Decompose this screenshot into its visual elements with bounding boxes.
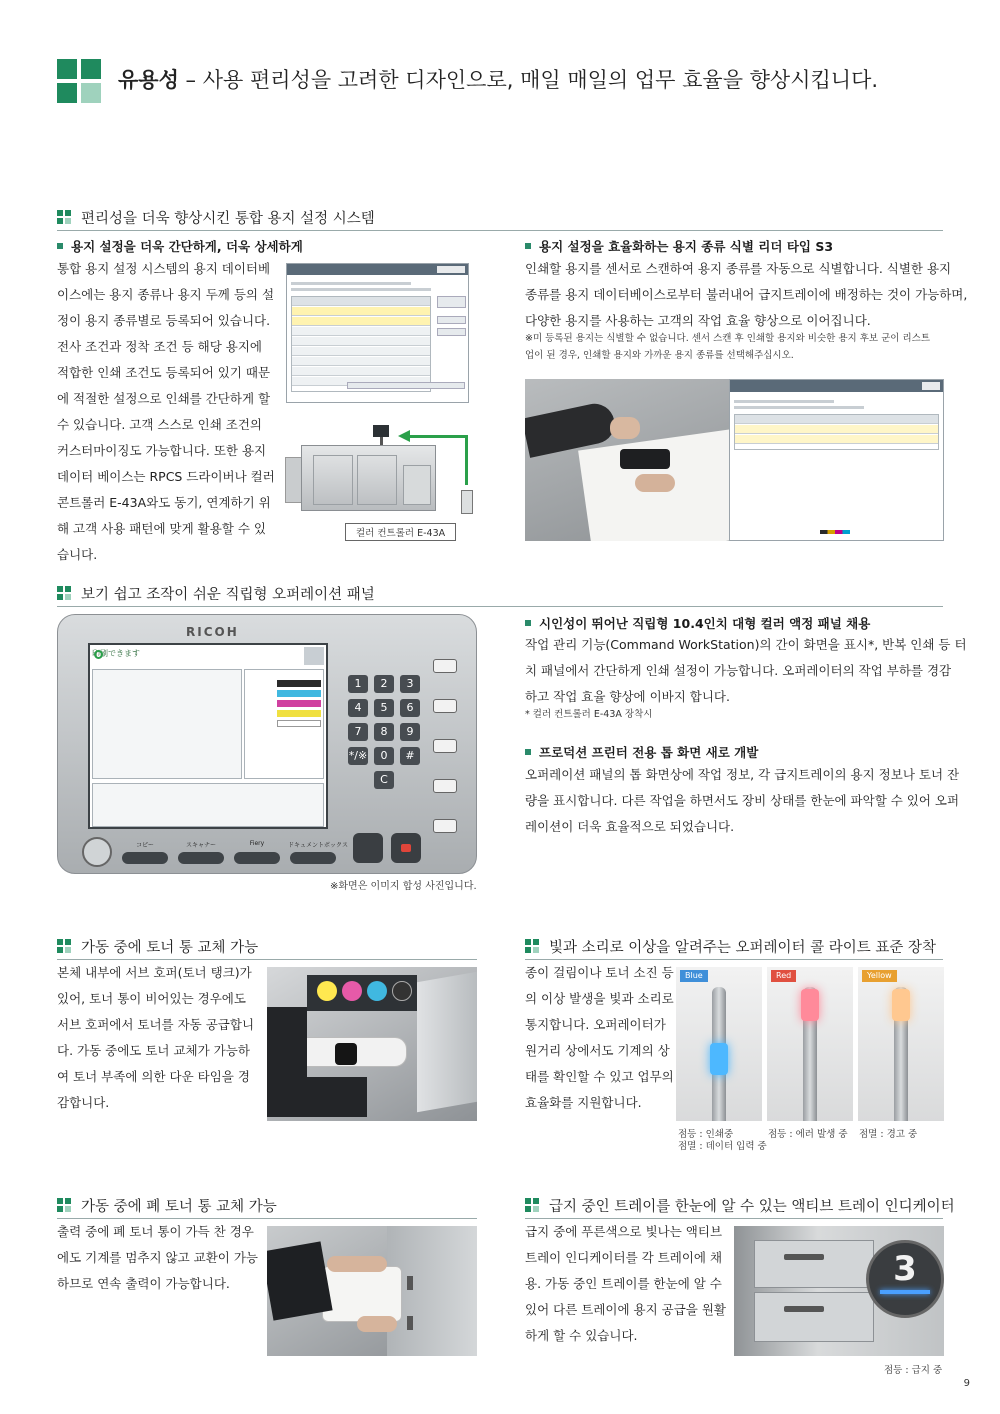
- text-line: 레이션이 더욱 효율적으로 되었습니다.: [525, 819, 735, 834]
- light-color-label: Blue: [680, 970, 708, 982]
- paper-reader-screen-image: [729, 379, 944, 541]
- keypad-key: */※: [348, 747, 368, 765]
- text-line: 정이 용지 종류별로 등록되어 있습니다.: [57, 313, 271, 328]
- keypad-key: 3: [400, 675, 420, 693]
- light-caption-blue: 점등 : 인쇄중: [678, 1129, 734, 1140]
- text-line: 다. 가동 중에도 토너 교체가 가능하: [57, 1043, 250, 1058]
- paper-database-screen-image: [286, 263, 469, 403]
- page-title: 유용성 – 사용 편리성을 고려한 디자인으로, 매일 매일의 업무 효율을 향상시킵니다.: [118, 68, 879, 92]
- section-icon: [525, 1198, 539, 1212]
- text-line: 습니다.: [57, 547, 98, 562]
- text-line: 급지 중에 푸른색으로 빛나는 액티브: [525, 1224, 723, 1239]
- footnote: [525, 330, 945, 364]
- subheading: 용지 설정을 효율화하는 용지 종류 식별 리더 타입 S3: [525, 237, 833, 255]
- tray-caption: 점등 : 급지 중: [884, 1365, 943, 1376]
- body-text: [525, 256, 968, 334]
- text-line: 통지합니다. 오퍼레이터가: [525, 1017, 666, 1032]
- section-icon: [525, 939, 539, 953]
- body-text: [57, 256, 275, 568]
- light-glow: [710, 1043, 728, 1075]
- text-line: 량을 표시합니다. 다른 작업을 하면서도 장비 상태를 한눈에 파악할 수 있어 오퍼: [525, 793, 960, 808]
- text-line: 데이터 베이스는 RPCS 드라이버나 컬러: [57, 469, 275, 484]
- call-light-red: [767, 967, 853, 1121]
- ricoh-logo: RICOH: [186, 625, 239, 639]
- image-caption: ※화면은 이미지 합성 사진입니다.: [330, 881, 477, 892]
- keypad-key: 1: [348, 675, 368, 693]
- panel-button-label: ドキュメントボックス: [288, 842, 348, 849]
- panel-button: [234, 852, 280, 864]
- printer-with-controller-image: [285, 405, 485, 540]
- text-line: 작업 관리 기능(Command WorkStation)의 간이 화면을 표시*, 반복 인쇄 등 터: [525, 637, 967, 652]
- text-line: 전사 조건과 정착 조건 등 해당 용지에: [57, 339, 262, 354]
- light-caption-yellow: 점멸 : 경고 중: [859, 1129, 918, 1140]
- light-glow: [892, 989, 910, 1021]
- text-line: 오퍼레이션 패널의 톱 화면상에 작업 정보, 각 급지트레이의 용지 정보나 토너 잔: [525, 767, 960, 782]
- panel-status-text: 印刷できます: [92, 649, 140, 658]
- text-line: 감합니다.: [57, 1095, 110, 1110]
- text-line: 에 적절한 설정으로 인쇄를 간단하게 할: [57, 391, 271, 406]
- keypad-key: 6: [400, 699, 420, 717]
- tray-indicator-photo: [734, 1226, 944, 1356]
- keypad-key: 0: [374, 747, 394, 765]
- text-line: 트레이 인디케이터를 각 트레이에 채: [525, 1250, 723, 1265]
- text-line: 하므로 연속 출력이 가능합니다.: [57, 1276, 230, 1291]
- light-glow: [801, 989, 819, 1021]
- section-icon: [57, 586, 71, 600]
- text-line: 하고 작업 효율 향상에 이바지 합니다.: [525, 689, 730, 704]
- text-line: 본체 내부에 서브 호퍼(토너 탱크)가: [57, 965, 252, 980]
- text-line: 커스터마이징도 가능합니다. 또한 용지: [57, 443, 267, 458]
- body-text: [525, 762, 960, 840]
- text-line: 의 이상 발생을 빛과 소리로: [525, 991, 674, 1006]
- section-divider: [57, 606, 943, 607]
- controller-caption: 컬러 컨트롤러 E-43A: [345, 523, 456, 541]
- text-line: 수 있습니다. 고객 스스로 인쇄 조건의: [57, 417, 262, 432]
- panel-button-label: Fiery: [249, 840, 265, 847]
- text-line: 콘트롤러 E-43A와도 동기, 연계하기 위: [57, 495, 271, 510]
- paper-reader-photo: [525, 379, 729, 541]
- text-line: 종류를 용지 데이터베이스로부터 불러내어 급지트레이에 배정하는 것이 가능하며,: [525, 287, 968, 302]
- page-number: 9: [963, 1378, 970, 1389]
- panel-button: [178, 852, 224, 864]
- keypad-key: C: [374, 771, 394, 789]
- text-line: 출력 중에 폐 토너 통이 가득 찬 경우: [57, 1224, 254, 1239]
- text-line: 있어 다른 트레이에 용지 공급을 원활: [525, 1302, 726, 1317]
- subheading: 시인성이 뛰어난 직립형 10.4인치 대형 컬러 액정 패널 채용: [525, 614, 870, 632]
- text-line: 서브 호퍼에서 토너를 자동 공급합니: [57, 1017, 255, 1032]
- body-text: [525, 1219, 730, 1349]
- call-light-blue: [676, 967, 762, 1121]
- keypad-key: 2: [374, 675, 394, 693]
- body-text: [525, 632, 967, 710]
- toner-replace-photo: [267, 967, 477, 1121]
- text-line: 적합한 인쇄 조건도 등록되어 있기 때문: [57, 365, 271, 380]
- text-line: ※미 등록된 용지는 식별할 수 없습니다. 센서 스캔 후 인쇄할 용지와 비슷한 용지 후보 군이 리스트: [525, 333, 931, 344]
- light-color-label: Yellow: [862, 970, 897, 982]
- brand-logo-squares: [57, 59, 101, 103]
- section-icon: [57, 939, 71, 953]
- panel-button: [290, 852, 336, 864]
- numeric-keypad: [348, 675, 423, 795]
- text-line: 하게 할 수 있습니다.: [525, 1328, 638, 1343]
- call-light-panels: [676, 967, 944, 1121]
- body-text: [57, 960, 262, 1116]
- text-line: 있어, 토너 통이 비어있는 경우에도: [57, 991, 246, 1006]
- text-line: 종이 걸림이나 토너 소진 등: [525, 965, 674, 980]
- panel-button-label: コピー: [136, 842, 154, 849]
- body-text: [57, 1219, 262, 1297]
- text-line: 태를 확인할 수 있고 업무의: [525, 1069, 674, 1084]
- body-text: [525, 960, 675, 1116]
- keypad-key: 8: [374, 723, 394, 741]
- text-line: 통합 용지 설정 시스템의 용지 데이터베: [57, 261, 271, 276]
- section-icon: [57, 1198, 71, 1212]
- subheading: 용지 설정을 더욱 간단하게, 더욱 상세하게: [57, 237, 303, 255]
- keypad-key: #: [400, 747, 420, 765]
- text-line: 효율화를 지원합니다.: [525, 1095, 642, 1110]
- footnote: * 컬러 컨트롤러 E-43A 장착시: [525, 709, 653, 720]
- keypad-key: 4: [348, 699, 368, 717]
- operation-panel-image: [57, 614, 477, 874]
- text-line: 용. 가동 중인 트레이를 한눈에 알 수: [525, 1276, 722, 1291]
- call-light-yellow: [858, 967, 944, 1121]
- text-line: 업이 된 경우, 인쇄할 용지와 가까운 용지 종류를 선택해주십시오.: [525, 350, 794, 361]
- keypad-key: 9: [400, 723, 420, 741]
- panel-button: [122, 852, 168, 864]
- text-line: 치 패널에서 간단하게 인쇄 설정이 가능합니다. 오퍼레이터의 작업 부하를 경감: [525, 663, 952, 678]
- panel-button-label: スキャナー: [185, 842, 216, 849]
- text-line: 에도 기계를 멈추지 않고 교환이 가능: [57, 1250, 258, 1265]
- text-line: 원거리 상에서도 기계의 상: [525, 1043, 670, 1058]
- keypad-key: 5: [374, 699, 394, 717]
- tray-number: 3: [893, 1249, 917, 1289]
- keypad-key: 7: [348, 723, 368, 741]
- section-icon: [57, 210, 71, 224]
- text-line: 다양한 용지를 사용하는 고객의 작업 효율 향상으로 이어집니다.: [525, 313, 871, 328]
- waste-toner-photo: [267, 1226, 477, 1356]
- text-line: 여 토너 부족에 의한 다운 타임을 경: [57, 1069, 250, 1084]
- section-divider: [57, 230, 943, 231]
- home-icon: [82, 837, 112, 867]
- text-line: 해 고객 사용 패턴에 맞게 활용할 수 있: [57, 521, 266, 536]
- subheading: 프로덕션 프린터 전용 톱 화면 새로 개발: [525, 743, 758, 761]
- light-caption-red: 점등 : 에러 발생 중: [768, 1129, 848, 1140]
- light-color-label: Red: [771, 970, 796, 982]
- text-line: 인쇄할 용지를 센서로 스캔하여 용지 종류를 자동으로 식별합니다. 식별한 용지: [525, 261, 952, 276]
- text-line: 이스에는 용지 종류나 용지 두께 등의 설: [57, 287, 275, 302]
- light-caption-blue-blink: 점멸 : 데이터 입력 중: [678, 1141, 767, 1152]
